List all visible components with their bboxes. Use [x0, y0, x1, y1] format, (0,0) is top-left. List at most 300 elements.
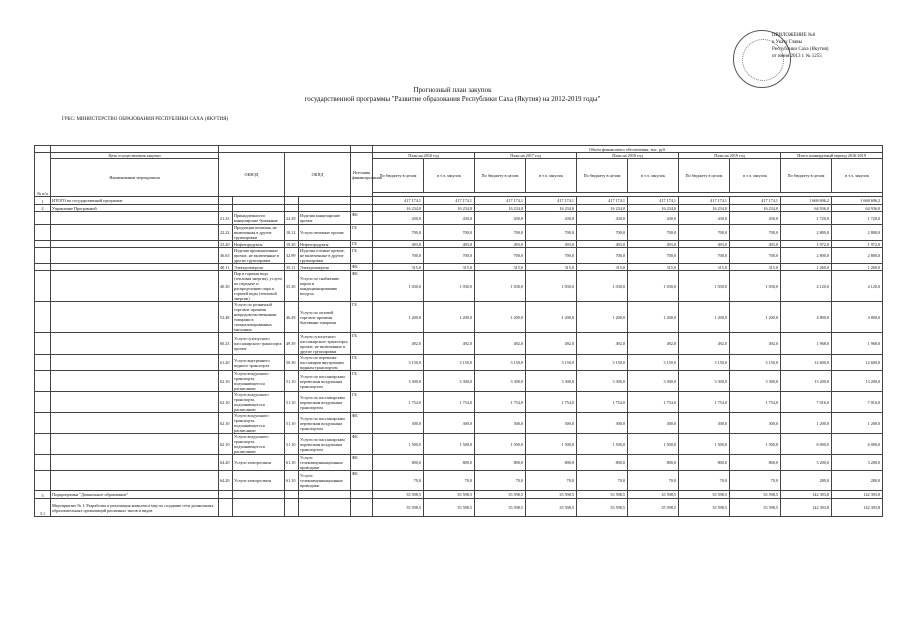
row-okved-name: Услуги электросвязи [233, 455, 285, 471]
row-event-name [51, 333, 219, 355]
row-value: 1 200,0 [832, 413, 883, 434]
row-value: 1 200,0 [781, 413, 832, 434]
row-value: 3 300,0 [526, 371, 577, 392]
header-okved: ОКВЭД [219, 153, 285, 197]
row-okved-name: Принадлежности канцелярские бумажные [233, 212, 285, 225]
header-year-2016: План на 2016 год [373, 153, 475, 159]
row-value: 492,0 [577, 333, 628, 355]
row-value: 315,0 [679, 264, 730, 271]
row-event-name [51, 455, 219, 471]
row-value: 1 200,0 [730, 302, 781, 333]
row-value: 800,0 [628, 455, 679, 471]
table-row [35, 355, 883, 371]
row-okved-name: Изделия промышленные прочие, не включенные в другие группировки [233, 248, 285, 264]
table-row [35, 212, 883, 225]
row-okpd-code: 22.29 [285, 212, 299, 225]
row-okpd-name: Услуги по снабжению паром и кондиционированию воздуха [299, 271, 351, 302]
row-okpd-name: Услуги печатные прочие [299, 225, 351, 241]
table-row [35, 413, 883, 434]
row-value: 35 598,5 [628, 491, 679, 499]
header-budget: По бюджету в целом [475, 159, 526, 193]
row-num [35, 302, 51, 333]
header-budget: По бюджету в целом [577, 159, 628, 193]
row-value: 417 174,1 [475, 197, 526, 205]
row-value: 35 598,5 [373, 499, 424, 517]
row-okved-name: Услуги воздушного транспорта, подчиняющегося расписанию [233, 413, 285, 434]
document-subtitle: государственной программы "Развитие образования Республики Саха (Якутия) на 2012-2019 годы" [304, 95, 601, 103]
row-event-name [51, 225, 219, 241]
row-value: 3 150,0 [577, 355, 628, 371]
row-source: ГБ [351, 302, 373, 333]
row-okved-name: Нефтепродукты [233, 241, 285, 248]
row-value: 70,0 [373, 471, 424, 491]
row-okpd-code: 51.10 [285, 371, 299, 392]
row-okved-name: Услуги электросвязи [233, 471, 285, 491]
row-value: 1 500,0 [424, 434, 475, 455]
row-value: 1 754,0 [679, 392, 730, 413]
row-source: ГБ [351, 225, 373, 241]
table-body [35, 197, 883, 517]
row-value: 35 598,5 [424, 491, 475, 499]
header-budget: По бюджету в целом [373, 159, 424, 193]
row-value: 1 720,0 [781, 212, 832, 225]
row-value: 70,0 [526, 471, 577, 491]
row-okpd-code: 50.30 [285, 355, 299, 371]
row-event-name [51, 413, 219, 434]
row-value: 315,0 [424, 264, 475, 271]
row-value: 16 234,0 [373, 205, 424, 212]
row-value: 430,0 [373, 212, 424, 225]
row-value: 35 598,5 [679, 499, 730, 517]
row-value: 315,0 [628, 264, 679, 271]
row-value: 492,0 [373, 333, 424, 355]
row-value: 1 030,0 [373, 271, 424, 302]
row-okpd-name: Услуги по пассажирским перевозкам воздушным транспортом [299, 434, 351, 455]
row-value: 492,0 [628, 333, 679, 355]
row-value: 700,0 [424, 248, 475, 264]
row-value: 142 393,8 [832, 491, 883, 499]
row-value: 35 598,5 [526, 491, 577, 499]
row-okved-code [219, 205, 233, 212]
table-row [35, 434, 883, 455]
row-value: 280,0 [781, 471, 832, 491]
row-value: 493,0 [577, 241, 628, 248]
row-value: 493,0 [373, 241, 424, 248]
row-value: 430,0 [730, 212, 781, 225]
row-value: 800,0 [373, 455, 424, 471]
row-value: 417 174,1 [373, 197, 424, 205]
row-value: 70,0 [679, 471, 730, 491]
row-num [35, 471, 51, 491]
row-source: ГБ [351, 355, 373, 371]
approval-line: Республики Саха (Якутия) [772, 47, 829, 52]
row-value: 300,0 [373, 413, 424, 434]
row-value: 1 030,0 [424, 271, 475, 302]
row-value: 315,0 [526, 264, 577, 271]
row-value: 12 600,0 [832, 355, 883, 371]
header-purpose: Цель осуществления закупки [51, 153, 219, 159]
row-source: ФБ [351, 471, 373, 491]
row-value: 142 393,8 [832, 499, 883, 517]
row-value: 1 668 696,2 [781, 197, 832, 205]
row-value: 430,0 [577, 212, 628, 225]
row-value: 35 598,5 [475, 491, 526, 499]
row-okpd-code: 49.39 [285, 333, 299, 355]
row-value: 7 016,0 [832, 392, 883, 413]
row-value: 492,0 [679, 333, 730, 355]
row-num [35, 371, 51, 392]
row-num: 1 [35, 197, 51, 205]
row-okved-code: 64.20 [219, 455, 233, 471]
row-okved-code: 62.10 [219, 392, 233, 413]
table-row [35, 264, 883, 271]
row-value: 3 300,0 [628, 371, 679, 392]
row-value: 3 150,0 [679, 355, 730, 371]
row-value: 1 500,0 [679, 434, 730, 455]
row-okved-name: Электроэнергия [233, 264, 285, 271]
table-row [35, 392, 883, 413]
row-okved-name [233, 491, 285, 499]
row-okpd-code: 35.11 [285, 264, 299, 271]
row-value: 493,0 [424, 241, 475, 248]
row-okved-code: 23.20 [219, 241, 233, 248]
row-okved-name [233, 197, 285, 205]
row-okpd-name: Услуги телекоммуникационные проводные [299, 471, 351, 491]
row-value: 4 120,0 [832, 271, 883, 302]
row-num [35, 248, 51, 264]
row-value: 13 200,0 [781, 371, 832, 392]
table-row [35, 225, 883, 241]
row-okved-code: 52.48 [219, 302, 233, 333]
row-value: 16 234,0 [577, 205, 628, 212]
row-value: 1 968,0 [832, 333, 883, 355]
row-okpd-code: 61.10 [285, 455, 299, 471]
row-okved-code: 62.10 [219, 434, 233, 455]
row-value: 800,0 [577, 455, 628, 471]
row-okpd-name: Изделия канцелярские прочие [299, 212, 351, 225]
row-okpd-name [299, 499, 351, 517]
header-budget: По бюджету в целом [679, 159, 730, 193]
row-okved-code [219, 499, 233, 517]
row-value: 492,0 [526, 333, 577, 355]
row-value: 35 598,5 [730, 499, 781, 517]
row-value: 430,0 [628, 212, 679, 225]
row-value: 1 200,0 [628, 302, 679, 333]
row-value: 417 174,1 [424, 197, 475, 205]
row-value: 3 300,0 [730, 371, 781, 392]
row-event-name [51, 471, 219, 491]
row-value: 35 598,5 [679, 491, 730, 499]
row-value: 1 754,0 [526, 392, 577, 413]
row-okpd-name: Услуги сухопутного пассажирского транспорта прочие, не включенные в другие группировки [299, 333, 351, 355]
header-empty [35, 146, 51, 153]
row-value: 1 754,0 [628, 392, 679, 413]
header-purchases: в т.ч. закупок [526, 159, 577, 193]
table-row [35, 333, 883, 355]
row-value: 700,0 [730, 225, 781, 241]
row-value: 3 200,0 [832, 455, 883, 471]
row-value: 300,0 [730, 413, 781, 434]
row-okved-name: Продукция печатная, не включенная в другие группировки [233, 225, 285, 241]
row-event-name: Мероприятие № 1. Разработка и реализация комплекса мер по созданию сети дошкольных образовательных организаций различных типов и видов [51, 499, 219, 517]
row-okved-code: 61.20 [219, 355, 233, 371]
approval-block [772, 32, 882, 60]
row-value: 493,0 [730, 241, 781, 248]
row-value: 3 200,0 [781, 455, 832, 471]
row-source: ФБ [351, 455, 373, 471]
row-okved-name: Услуги сухопутного пассажирского транспорта прочие [233, 333, 285, 355]
row-num [35, 355, 51, 371]
row-value: 1 754,0 [577, 392, 628, 413]
row-value: 1 030,0 [577, 271, 628, 302]
table-row [35, 499, 883, 517]
header-empty [219, 146, 351, 153]
row-value: 3 150,0 [526, 355, 577, 371]
row-value: 417 174,1 [526, 197, 577, 205]
table-row [35, 371, 883, 392]
row-okved-code: 21.23 [219, 212, 233, 225]
row-num [35, 392, 51, 413]
row-value: 1 200,0 [526, 302, 577, 333]
row-value: 1 200,0 [577, 302, 628, 333]
row-value: 300,0 [679, 413, 730, 434]
row-value: 700,0 [628, 225, 679, 241]
row-value: 700,0 [526, 225, 577, 241]
row-value: 1 030,0 [679, 271, 730, 302]
row-okpd-code: 51.10 [285, 434, 299, 455]
row-value: 1 500,0 [475, 434, 526, 455]
row-okpd-name: Изделия готовые прочие, не включенные в другие группировки [299, 248, 351, 264]
row-value: 1 260,0 [781, 264, 832, 271]
row-source [351, 205, 373, 212]
table-row [35, 241, 883, 248]
row-source [351, 197, 373, 205]
row-okved-code: 62.10 [219, 413, 233, 434]
row-value: 35 598,5 [526, 499, 577, 517]
row-event-name [51, 392, 219, 413]
row-value: 3 150,0 [373, 355, 424, 371]
row-event-name: Подпрограмма "Дошкольное образование" [51, 491, 219, 499]
row-okved-code [219, 197, 233, 205]
row-source: ГБ [351, 333, 373, 355]
row-value: 300,0 [577, 413, 628, 434]
table-row [35, 302, 883, 333]
row-event-name [51, 248, 219, 264]
row-source [351, 499, 373, 517]
row-event-name [51, 212, 219, 225]
row-event-name: ИТОГО по государственной программе [51, 197, 219, 205]
row-value: 300,0 [628, 413, 679, 434]
table-row [35, 248, 883, 264]
row-value: 142 393,8 [781, 491, 832, 499]
row-value: 700,0 [526, 248, 577, 264]
row-num [35, 212, 51, 225]
row-value: 700,0 [373, 248, 424, 264]
row-source: ФБ [351, 212, 373, 225]
row-event-name [51, 371, 219, 392]
header-volume: Объем финансового обеспечения, тыс. руб. [373, 146, 883, 153]
row-okpd-name: Услуги по оптовой торговле прочими бытовыми товарами [299, 302, 351, 333]
row-value: 1 030,0 [526, 271, 577, 302]
row-num [35, 413, 51, 434]
row-value: 493,0 [526, 241, 577, 248]
row-value: 700,0 [373, 225, 424, 241]
header-purchases: в т.ч. закупок [730, 159, 781, 193]
row-source: ГБ [351, 392, 373, 413]
table-row [35, 197, 883, 205]
row-okved-code: 22.22 [219, 225, 233, 241]
row-okpd-code: 51.10 [285, 413, 299, 434]
row-value: 1 500,0 [730, 434, 781, 455]
row-num [35, 241, 51, 248]
row-value: 800,0 [679, 455, 730, 471]
row-num [35, 264, 51, 271]
row-value: 16 234,0 [730, 205, 781, 212]
row-source: ФБ [351, 434, 373, 455]
header-purchases: в т.ч. закупок [832, 159, 883, 193]
row-value: 16 234,0 [475, 205, 526, 212]
row-value: 35 598,5 [475, 499, 526, 517]
row-value: 800,0 [475, 455, 526, 471]
row-okpd-code: 19.20 [285, 241, 299, 248]
header-total: Итого планируемый период 2016-2019 [781, 153, 883, 159]
row-value: 700,0 [679, 225, 730, 241]
row-value: 4 800,0 [781, 302, 832, 333]
row-value: 492,0 [730, 333, 781, 355]
row-okpd-name: Услуги по пассажирским перевозкам воздушным транспортом [299, 413, 351, 434]
row-value: 16 234,0 [424, 205, 475, 212]
header-num: № п/п [35, 153, 51, 197]
row-value: 35 598,5 [730, 491, 781, 499]
row-okpd-code [285, 491, 299, 499]
row-okpd-code: 18.12 [285, 225, 299, 241]
row-value: 142 393,8 [781, 499, 832, 517]
row-source: ГБ [351, 371, 373, 392]
row-value: 64 936,0 [832, 205, 883, 212]
row-value: 3 300,0 [373, 371, 424, 392]
header-year-2018: План на 2018 год [577, 153, 679, 159]
row-value: 430,0 [679, 212, 730, 225]
row-value: 700,0 [730, 248, 781, 264]
header-budget: По бюджету в целом [781, 159, 832, 193]
row-value: 3 150,0 [628, 355, 679, 371]
row-okved-code: 36.63 [219, 248, 233, 264]
row-value: 2 800,0 [781, 248, 832, 264]
row-okved-code: 64.20 [219, 471, 233, 491]
row-value: 700,0 [475, 248, 526, 264]
row-event-name: Управление Программой [51, 205, 219, 212]
row-value: 315,0 [577, 264, 628, 271]
row-okved-code [219, 491, 233, 499]
row-event-name [51, 271, 219, 302]
row-value: 3 150,0 [424, 355, 475, 371]
table-row [35, 205, 883, 212]
row-okved-code: 40.11 [219, 264, 233, 271]
row-value: 1 500,0 [577, 434, 628, 455]
row-value: 493,0 [475, 241, 526, 248]
row-value: 35 598,5 [424, 499, 475, 517]
header-event: Наименование мероприятия [51, 159, 219, 197]
row-okpd-code: 61.10 [285, 471, 299, 491]
row-okpd-name: Услуги телекоммуникационные проводные [299, 455, 351, 471]
row-num: 3 [35, 491, 51, 499]
row-value: 4 120,0 [781, 271, 832, 302]
row-okpd-name: Услуги по пассажирским перевозкам воздушным транспортом [299, 371, 351, 392]
row-value: 3 150,0 [475, 355, 526, 371]
row-value: 35 598,5 [577, 499, 628, 517]
row-okpd-code: 32.99 [285, 248, 299, 264]
table-row [35, 491, 883, 499]
row-value: 6 000,0 [832, 434, 883, 455]
row-value: 6 000,0 [781, 434, 832, 455]
row-okpd-code: 46.49 [285, 302, 299, 333]
row-value: 700,0 [577, 248, 628, 264]
header-purchases: в т.ч. закупок [628, 159, 679, 193]
row-value: 12 600,0 [781, 355, 832, 371]
row-value: 280,0 [832, 471, 883, 491]
row-value: 492,0 [424, 333, 475, 355]
header-year-2019: План на 2019 год [679, 153, 781, 159]
approval-line: ПРИЛОЖЕНИЕ №6 [772, 33, 816, 38]
row-value: 1 754,0 [730, 392, 781, 413]
row-value: 1 754,0 [424, 392, 475, 413]
row-okved-name: Услуги воздушного транспорта, подчиняющегося расписанию [233, 392, 285, 413]
row-value: 13 200,0 [832, 371, 883, 392]
row-okved-code: 62.10 [219, 371, 233, 392]
row-event-name [51, 241, 219, 248]
row-value: 1 754,0 [475, 392, 526, 413]
row-value: 2 800,0 [781, 225, 832, 241]
row-value: 70,0 [730, 471, 781, 491]
row-value: 1 030,0 [628, 271, 679, 302]
header-empty [51, 146, 219, 153]
row-okved-name: Услуги воздушного транспорта, подчиняющегося расписанию [233, 371, 285, 392]
row-value: 417 174,1 [679, 197, 730, 205]
row-num [35, 434, 51, 455]
row-value: 1 720,0 [832, 212, 883, 225]
row-value: 3 150,0 [730, 355, 781, 371]
row-okved-name: Услуги внутреннего водного транспорта [233, 355, 285, 371]
header-okpd: ОКПД [285, 153, 351, 197]
row-value: 16 234,0 [679, 205, 730, 212]
row-source: ФБ [351, 271, 373, 302]
row-source: ГБ [351, 248, 373, 264]
row-value: 300,0 [475, 413, 526, 434]
row-value: 2 800,0 [832, 248, 883, 264]
row-value: 430,0 [526, 212, 577, 225]
row-okpd-code: 51.10 [285, 392, 299, 413]
row-value: 492,0 [475, 333, 526, 355]
row-value: 700,0 [679, 248, 730, 264]
row-value: 417 174,1 [628, 197, 679, 205]
row-value: 1 968,0 [781, 333, 832, 355]
row-value: 417 174,1 [730, 197, 781, 205]
row-value: 3 300,0 [424, 371, 475, 392]
row-value: 70,0 [424, 471, 475, 491]
row-value: 800,0 [730, 455, 781, 471]
row-okpd-code [285, 205, 299, 212]
row-okpd-code: 35.30 [285, 271, 299, 302]
row-value: 1 030,0 [475, 271, 526, 302]
row-num [35, 333, 51, 355]
row-okved-name: Услуги по розничной торговле прочими непродовольственными товарами в специализированных магазинах [233, 302, 285, 333]
row-value: 7 016,0 [781, 392, 832, 413]
document-title: Прогнозный план закупок [413, 86, 492, 94]
row-value: 16 234,0 [628, 205, 679, 212]
row-value: 430,0 [424, 212, 475, 225]
row-value: 70,0 [628, 471, 679, 491]
row-value: 300,0 [424, 413, 475, 434]
